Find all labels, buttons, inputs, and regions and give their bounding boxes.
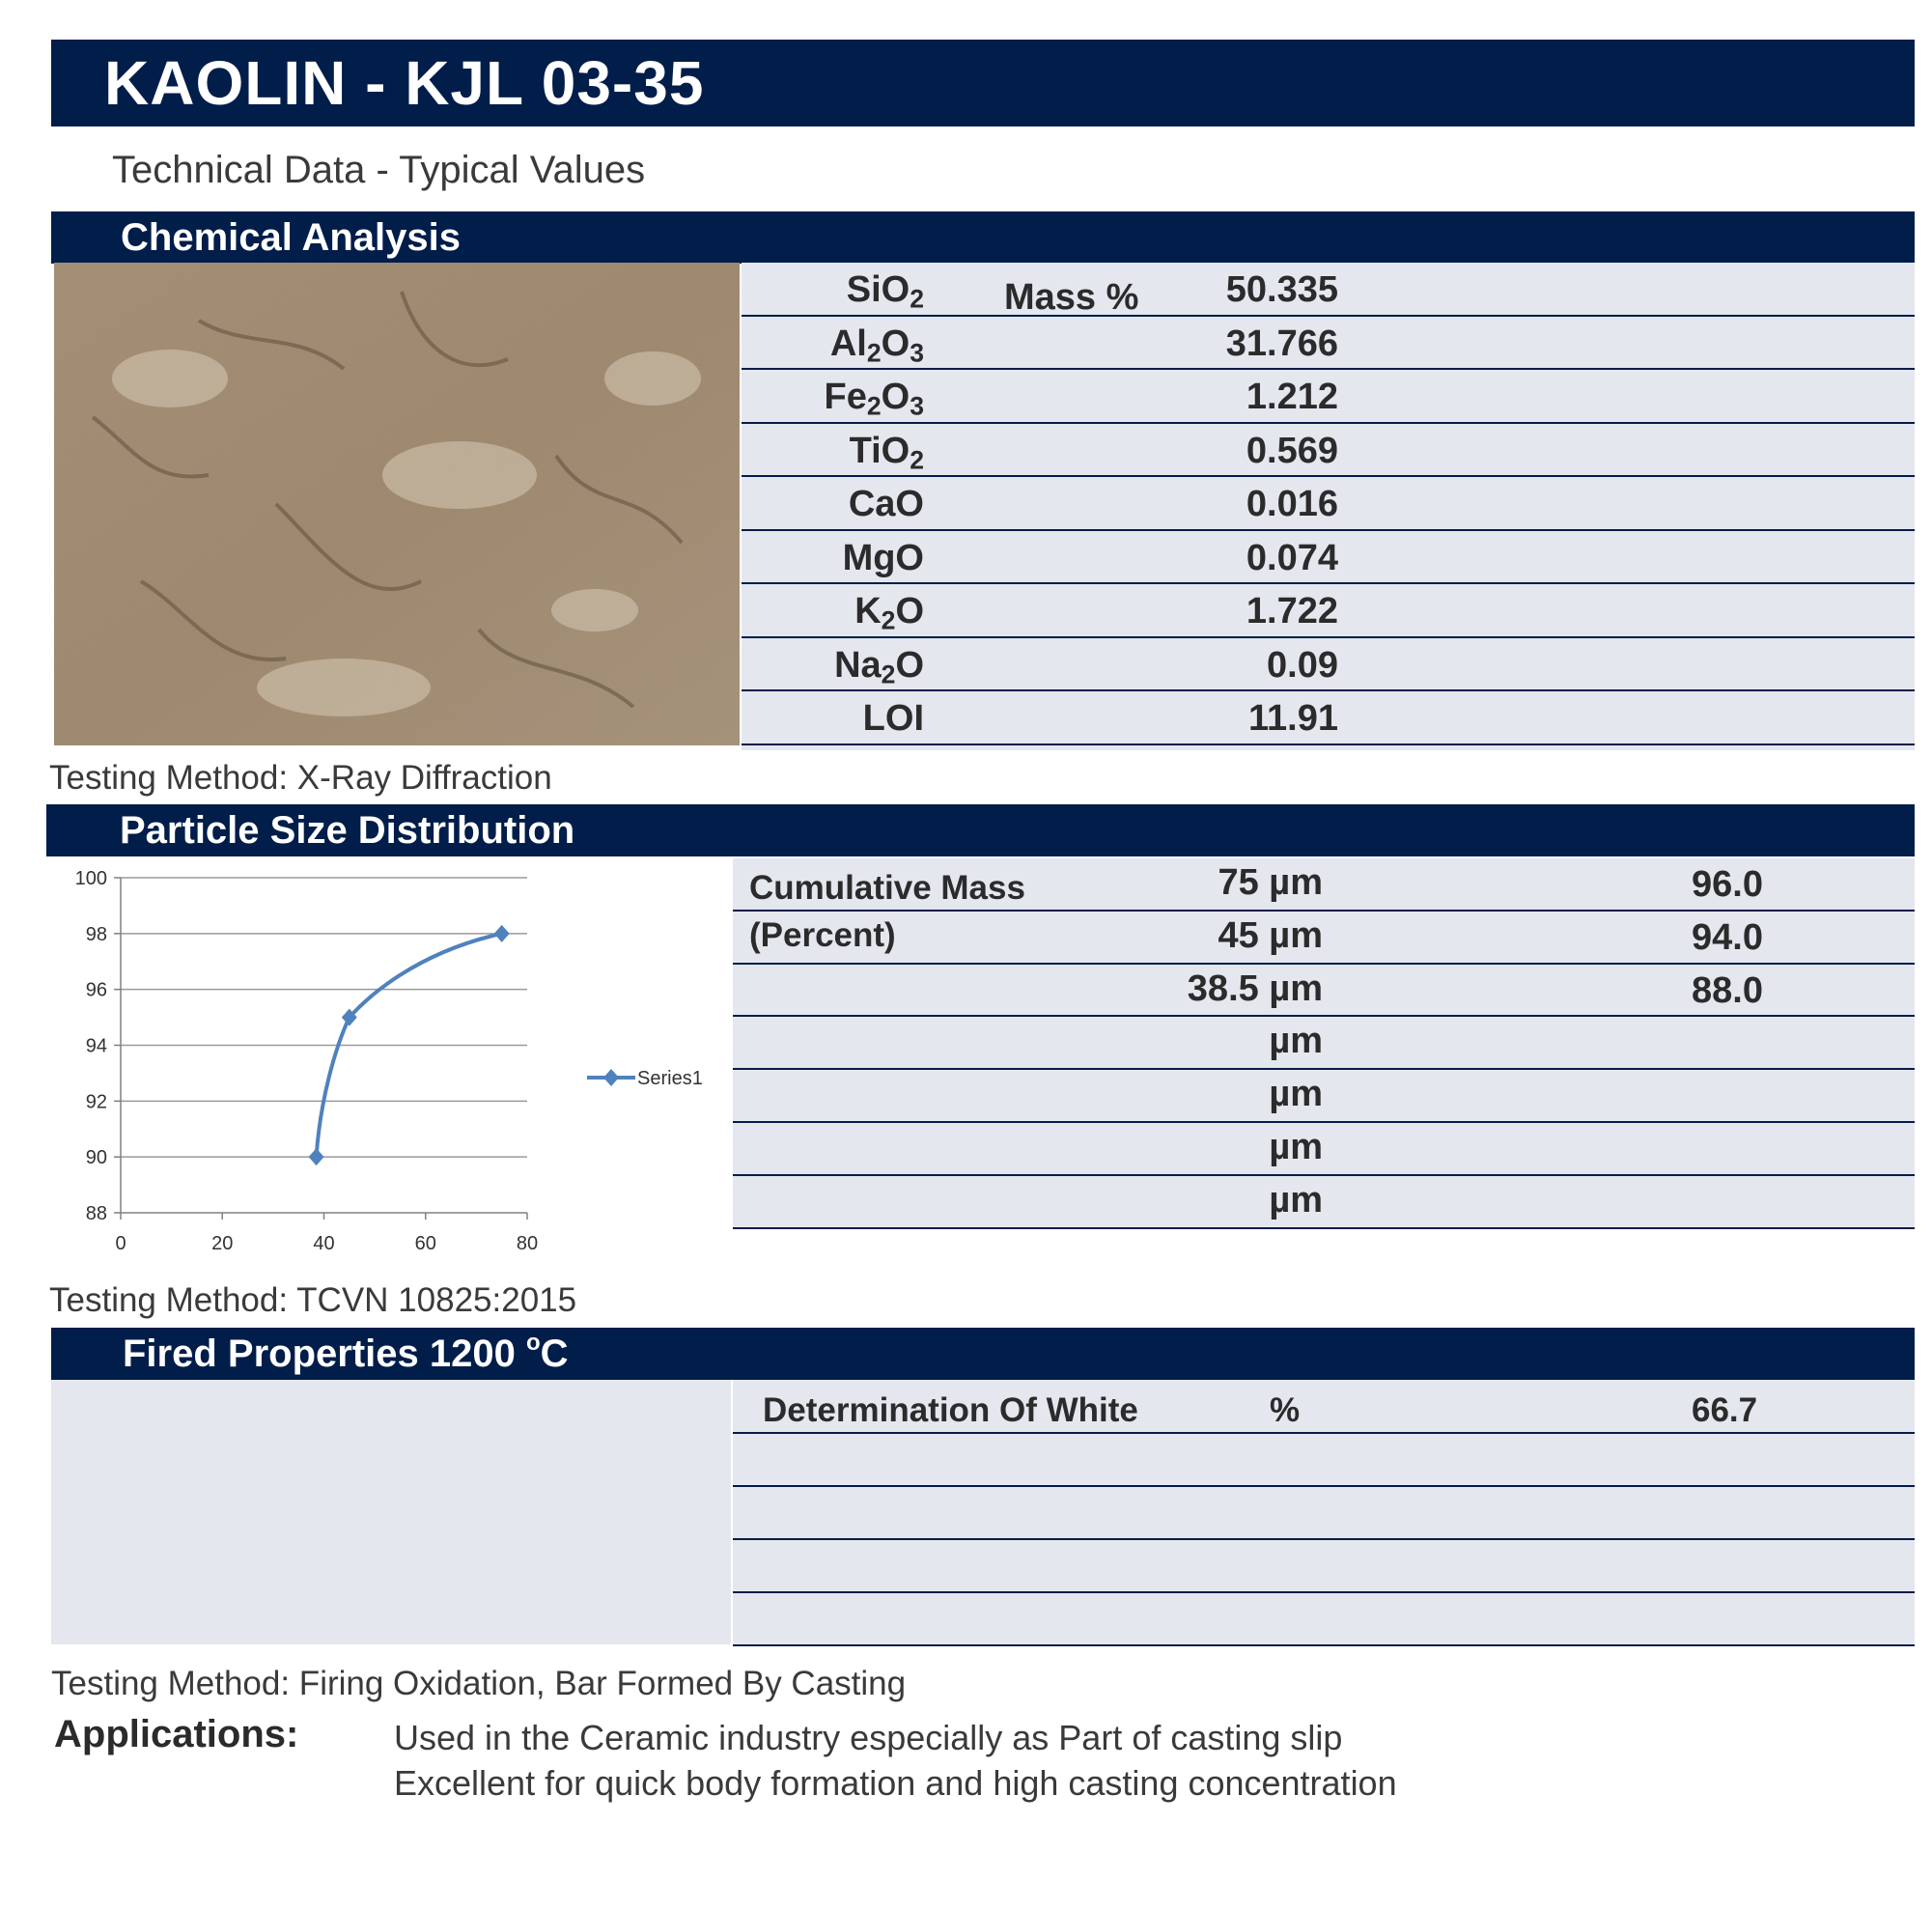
formula-subscript: 2 xyxy=(910,284,924,314)
page-subtitle: Technical Data - Typical Values xyxy=(112,149,646,191)
formula-base: Fe xyxy=(824,377,867,417)
formula-base: K xyxy=(854,591,882,631)
chart-x-tick-label: 20 xyxy=(211,1233,234,1254)
fired-row-label: Determination Of White xyxy=(763,1391,1138,1429)
chart-y-tick-label: 92 xyxy=(85,1091,107,1113)
chart-x-tick-label: 40 xyxy=(313,1233,335,1254)
mass-percent-label: Mass % xyxy=(1004,277,1139,318)
particle-size: µm xyxy=(1269,1021,1323,1062)
applications-line-2: Excellent for quick body formation and high casting concentration xyxy=(394,1763,1397,1803)
formula-subscript: 2 xyxy=(866,391,882,421)
chemical-formula xyxy=(753,591,924,635)
fired-properties-title-text: Fired Properties 1200 xyxy=(123,1333,516,1375)
chemical-analysis-title: Chemical Analysis xyxy=(121,216,462,259)
chemical-value: 0.09 xyxy=(1267,644,1338,686)
fired-rule xyxy=(733,1591,1915,1593)
particle-row-rule xyxy=(733,1121,1915,1123)
degree-symbol: o xyxy=(525,1330,541,1357)
chart-y-tick-label: 96 xyxy=(85,979,107,1001)
chemical-value: 11.91 xyxy=(1248,698,1338,739)
formula-subscript: 2 xyxy=(881,659,896,689)
formula-tail: O xyxy=(895,644,924,686)
particle-row-rule xyxy=(733,1227,1915,1229)
particle-value: 88.0 xyxy=(1692,969,1763,1011)
particle-row-rule xyxy=(733,1015,1915,1017)
chemical-row-rule xyxy=(742,582,1915,584)
chart-x-tick-label: 60 xyxy=(414,1233,436,1254)
particle-size: 38.5 µm xyxy=(1187,968,1323,1009)
chemical-row-rule xyxy=(742,744,1915,745)
chemical-row-rule xyxy=(742,422,1915,424)
formula-base: Na xyxy=(834,644,882,686)
particle-value: 96.0 xyxy=(1692,864,1763,905)
chemical-value: 1.722 xyxy=(1246,591,1338,631)
chart-y-tick-label: 90 xyxy=(85,1147,107,1169)
particle-row-rule xyxy=(733,910,1915,912)
particle-row-rule xyxy=(733,963,1915,965)
formula-base: MgO xyxy=(842,537,924,578)
chemical-formula xyxy=(753,323,924,368)
formula-base: TiO xyxy=(849,430,910,471)
chemical-row-rule xyxy=(742,315,1915,317)
chemical-testing-method: Testing Method: X-Ray Diffraction xyxy=(49,759,552,797)
particle-size: µm xyxy=(1269,1127,1323,1167)
chemical-formula xyxy=(753,644,924,689)
percent-label: (Percent) xyxy=(749,916,896,954)
fired-properties-title xyxy=(123,1328,569,1380)
fired-rule xyxy=(733,1644,1915,1646)
chart-legend-label: Series1 xyxy=(637,1068,703,1089)
particle-size-chart xyxy=(46,858,732,1274)
particle-size: µm xyxy=(1269,1074,1323,1115)
particle-value: 94.0 xyxy=(1692,916,1763,958)
formula-base: Al xyxy=(829,323,867,364)
cumulative-mass-label: Cumulative Mass xyxy=(749,869,1025,907)
applications-line-1: Used in the Ceramic industry especially as Part of casting slip xyxy=(394,1718,1343,1757)
chart-y-tick-label: 100 xyxy=(74,868,107,889)
fired-rule xyxy=(733,1538,1915,1540)
formula-base: CaO xyxy=(848,484,924,524)
formula-tail: $O_3$ xyxy=(881,377,924,421)
particle-size-title: Particle Size Distribution xyxy=(120,809,575,852)
chemical-row-rule xyxy=(742,689,1915,691)
kaolin-texture xyxy=(54,263,740,745)
formula-subscript: 2 xyxy=(881,605,896,635)
particle-size: 45 µm xyxy=(1218,914,1323,956)
chemical-value: 0.074 xyxy=(1246,537,1338,578)
chart-x-tick-label: 0 xyxy=(115,1233,126,1254)
chart-y-tick-label: 88 xyxy=(85,1203,107,1224)
chemical-value: 0.016 xyxy=(1246,484,1338,524)
chart-x-tick-label: 80 xyxy=(516,1233,539,1254)
particle-size: µm xyxy=(1269,1179,1323,1221)
particle-row-rule xyxy=(733,1174,1915,1176)
particle-row-rule xyxy=(733,1068,1915,1070)
chemical-row-rule xyxy=(742,636,1915,638)
fired-row-value: 66.7 xyxy=(1692,1391,1758,1429)
formula-subscript: 2 xyxy=(866,338,882,368)
applications-label: Applications: xyxy=(54,1713,299,1755)
fired-row-unit: % xyxy=(1270,1391,1301,1429)
chemical-formula xyxy=(753,377,924,421)
formula-subscript: 2 xyxy=(910,445,924,475)
chemical-formula xyxy=(753,269,924,314)
fired-rule xyxy=(733,1432,1915,1434)
kaolin-photo xyxy=(54,263,740,745)
chart-y-tick-label: 98 xyxy=(85,923,107,945)
chemical-value: 0.569 xyxy=(1246,430,1338,471)
chemical-value: 50.335 xyxy=(1225,269,1338,310)
particle-testing-method: Testing Method: TCVN 10825:2015 xyxy=(49,1281,577,1319)
chemical-formula xyxy=(753,430,924,475)
formula-base: SiO xyxy=(846,269,910,310)
fired-testing-method: Testing Method: Firing Oxidation, Bar Formed By Casting xyxy=(51,1665,907,1702)
particle-size: 75 µm xyxy=(1218,862,1323,903)
chemical-row-rule xyxy=(742,475,1915,477)
chemical-formula xyxy=(753,485,924,523)
chemical-row-rule xyxy=(742,368,1915,370)
formula-base: LOI xyxy=(862,698,924,739)
formula-subscript: 3 xyxy=(910,338,924,368)
chart-y-tick-label: 94 xyxy=(85,1035,107,1057)
celsius-unit: C xyxy=(540,1333,569,1375)
page-title: KAOLIN - KJL 03-35 xyxy=(104,48,705,118)
fired-rule xyxy=(733,1485,1915,1487)
formula-subscript: 3 xyxy=(910,391,924,421)
chemical-formula xyxy=(753,699,924,738)
chemical-formula xyxy=(753,539,924,577)
chemical-value: 1.212 xyxy=(1246,377,1338,417)
formula-tail: $O_3$ xyxy=(881,323,924,368)
chemical-value: 31.766 xyxy=(1225,323,1338,364)
fired-properties-panel xyxy=(51,1380,731,1644)
chart-background xyxy=(46,858,732,1274)
chemical-row-rule xyxy=(742,529,1915,531)
formula-tail: O xyxy=(895,591,924,631)
